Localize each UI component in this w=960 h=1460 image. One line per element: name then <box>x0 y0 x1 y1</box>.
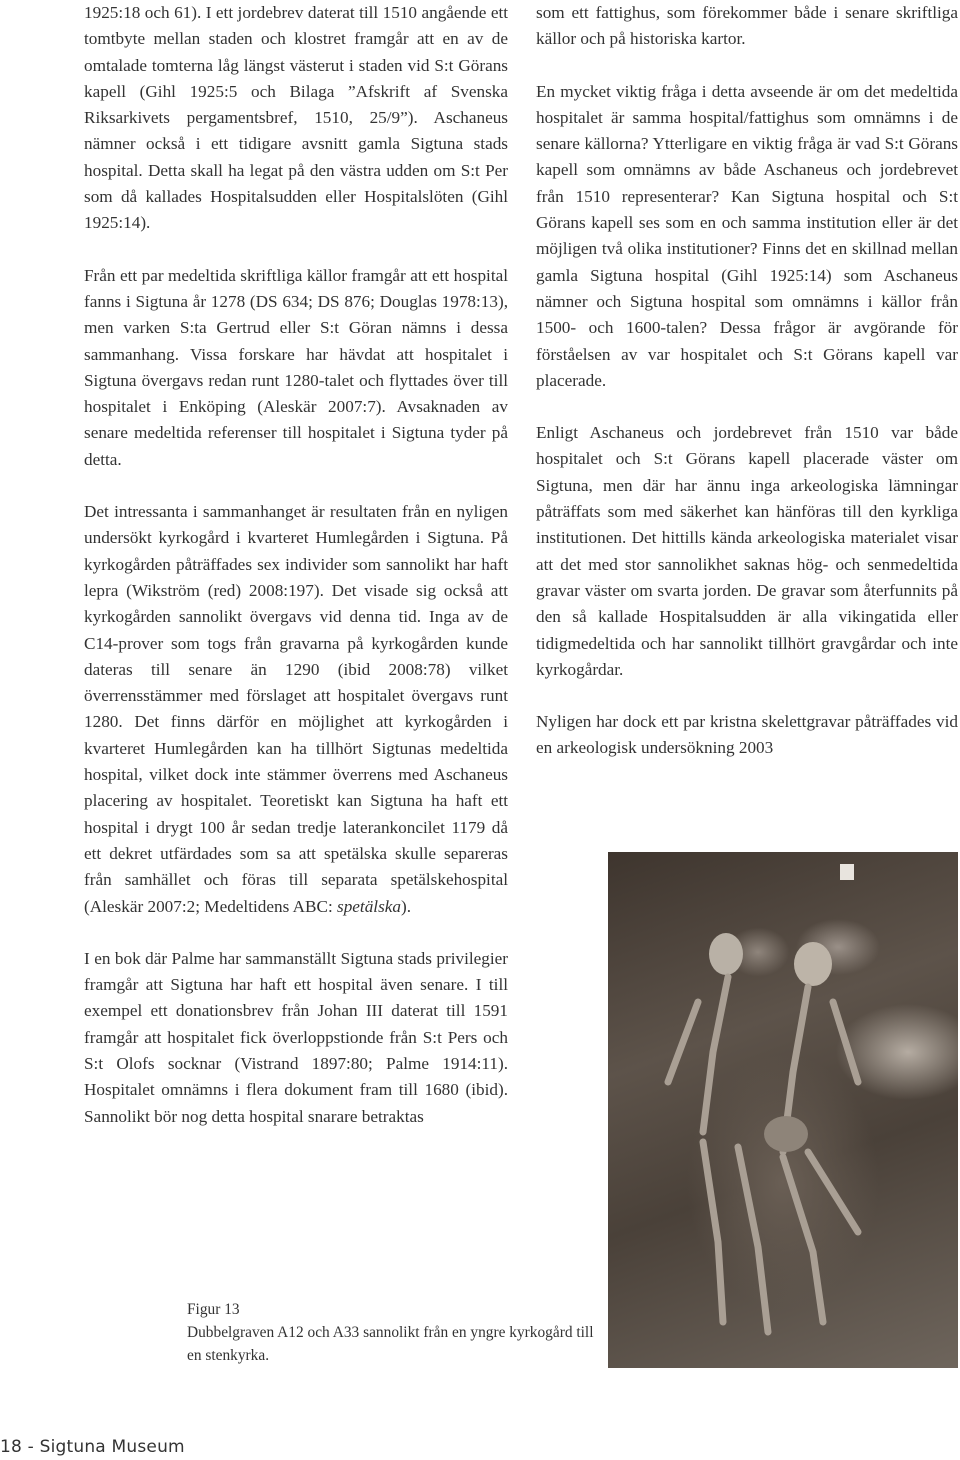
figure-caption <box>187 1298 597 1367</box>
leg-right-1 <box>783 1157 823 1322</box>
leg-left-2 <box>738 1147 768 1332</box>
skull-left <box>709 933 743 975</box>
left-paragraph-1: 1925:18 och 61). I ett jordebrev daterat till 1510 angående ett tomtbyte mellan staden och klostret framgår att en av de omtalade tomterna låg längst västerut i staden vid S:t Görans kapell (Gihl 1925:5 och Bilaga ”Afskrift af Svenska Riksarkivets pergamentsbref, 1510, 25/9”). Aschaneus nämner också i ett tidigare avsnitt gamla Sigtuna stads hospital. Detta skall ha legat på den västra udden om S:t Per som då kallades Hospitalsudden eller Hospitalslöten (Gihl 1925:14). <box>84 3 508 233</box>
right-text-column <box>536 0 958 762</box>
figure-caption-text: Dubbelgraven A12 och A33 sannolikt från en yngre kyrkogård till en stenkyrka. <box>187 1324 594 1364</box>
right-paragraph-1: som ett fattighus, som förekommer både i senare skriftliga källor och på historiska kartor. <box>536 3 958 49</box>
leg-right-2 <box>808 1152 858 1232</box>
left-text-column <box>84 0 508 1130</box>
right-paragraph-2: En mycket viktig fråga i detta avseende är om det medeltida hospitalet är samma hospital/fattighus som omnämns i de senare källorna? Ytterligare en viktig fråga är vad S:t Görans kapell som omnämns av både Aschaneus och jordebrevet från 1510 representerar? Kan Sigtuna hospital och S:t Görans kapell ses som en och samma institution eller är det möjligen två olika institutioner? Finns det en skillnad mellan gamla Sigtuna hospital (Gihl 1925:14) som Aschaneus nämner och Sigtuna hospital som omnämns i källor från 1500- och 1600-talen? Dessa frågor är avgörande för förståelsen av var hospitalet och S:t Görans kapell var placerade. <box>536 81 958 390</box>
spine-left <box>703 977 728 1132</box>
marker-tag <box>840 864 854 880</box>
leg-left-1 <box>703 1142 723 1322</box>
page-footer: 18 - Sigtuna Museum <box>0 1437 185 1457</box>
pelvis <box>764 1116 808 1152</box>
arm-left <box>668 1002 698 1082</box>
arm-right <box>833 1002 858 1082</box>
left-paragraph-2: Från ett par medeltida skriftliga källor framgår att ett hospital fanns i Sigtuna år 1278 (DS 634; DS 876; Douglas 1978:13), men varken S:ta Gertrud eller S:t Göran nämns i dessa sammanhang. Vissa forskare har hävdat att hospitalet i Sigtuna övergavs redan runt 1280-talet och flyttades över till hospitalet i Enköping (Aleskär 2007:7). Avsaknaden av senare medeltida referenser till hospitalet i Sigtuna tyder på detta. <box>84 265 508 469</box>
skull-right <box>794 942 832 986</box>
skeleton-illustration <box>608 852 958 1368</box>
left-paragraph-3-main: Det intressanta i sammanhanget är resultaten från en nyligen undersökt kyrkogård i kvarteret Humlegården i Sigtuna. På kyrkogården påträffades sex individer som sannolikt har haft lepra (Wikström (red) 2008:197). Det visade sig också att kyrkogården sannolikt övergavs vid denna tid. Inga av de C14-prover som togs från gravarna på kyrkogården kunde dateras till senare än 1290 (ibid 2008:78) vilket överrensstämmer med förslaget att hospitalet övergavs runt 1280. Det finns därför en möjlighet att kyrkogården i kvarteret Humlegården kan ha tillhört Sigtunas medeltida hospital, vilket dock inte stämmer överrens med Aschaneus placering av hospitalet. Teoretiskt kan Sigtuna ha haft ett hospital i drygt 100 år sedan tredje laterankoncilet 1179 då ett dekret utfärdades som sa att spetälska skulle separeras från samhället och föras till separata spetälskehospital (Aleskär 2007:2; Medeltidens ABC: <box>84 502 508 916</box>
right-paragraph-4: Nyligen har dock ett par kristna skelettgravar påträffades vid en arkeologisk undersökning 2003 <box>536 712 958 758</box>
figure-label: Figur 13 <box>187 1301 240 1318</box>
left-paragraph-3-italic: spetälska <box>337 896 401 916</box>
left-paragraph-3-end: ). <box>400 896 412 916</box>
right-paragraph-3: Enligt Aschaneus och jordebrevet från 1510 var både hospitalet och S:t Görans kapell placerade väster om Sigtuna, men där har ännu inga arkeologiska lämningar påträffats som med säkerhet kan hänföras till den kyrkliga institutionen. Det hittills kända arkeologiska materialet visar att det med stor sannolikhet saknas hög- och senmedeltida gravar väster om svarta jorden. De gravar som återfunnits på den så kallade Hospitalsudden är alla vikingatida eller tidigmedeltida och har sannolikt tillhört gravgårdar och inte kyrkogårdar. <box>536 423 958 679</box>
grave-photograph <box>608 852 958 1368</box>
left-paragraph-3 <box>84 499 508 920</box>
left-paragraph-4: I en bok där Palme har sammanställt Sigtuna stads privilegier framgår att Sigtuna har haft ett hospital även senare. I till exempel ett donationsbrev från Johan III daterat till 1591 framgår att hospitalet fick överloppstionde från S:t Pers och S:t Olofs socknar (Vistrand 1897:80; Palme 1914:11). Hospitalet omnämns i flera dokument fram till 1680 (ibid). Sannolikt bör nog detta hospital snarare betraktas <box>84 948 508 1126</box>
